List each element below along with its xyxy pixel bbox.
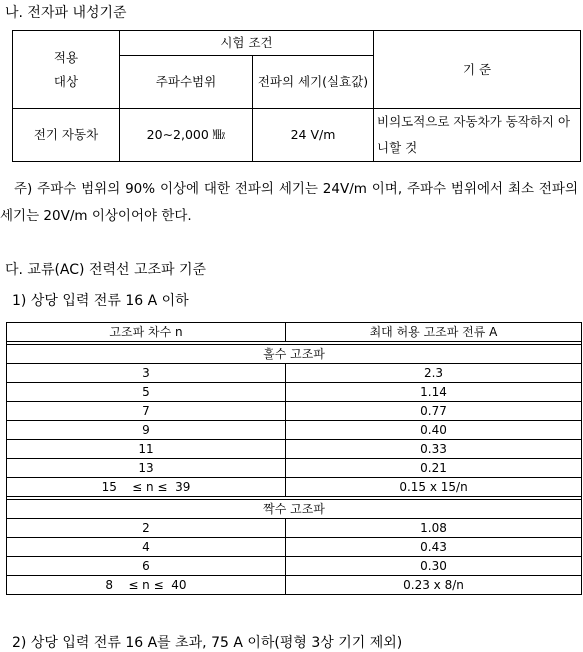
even-harmonics-label: 짝수 고조파 xyxy=(7,500,582,519)
header-field-strength: 전파의 세기(실효값) xyxy=(253,56,374,109)
table-row-order: 6 xyxy=(7,557,286,576)
table-row-current: 0.21 xyxy=(286,459,582,478)
table-row-order: 7 xyxy=(7,402,286,421)
header-max-current: 최대 허용 고조파 전류 A xyxy=(286,323,582,342)
table-row-order: 4 xyxy=(7,538,286,557)
table-row-current: 1.14 xyxy=(286,383,582,402)
table-row-current: 0.43 xyxy=(286,538,582,557)
table-row-current: 0.15 x 15/n xyxy=(286,478,582,497)
table-row-order: 8 ≤ n ≤ 40 xyxy=(7,576,286,595)
note-text: 주) 주파수 범위의 90% 이상에 대한 전파의 세기는 24V/m 이며, 주파수 범위에서 최소 전파의 세기는 20V/m 이상이어야 한다. xyxy=(0,181,578,224)
harmonic-table xyxy=(6,322,582,595)
table-row-order: 15 ≤ n ≤ 39 xyxy=(7,478,286,497)
table-row-current: 0.23 x 8/n xyxy=(286,576,582,595)
table-row-current: 0.33 xyxy=(286,440,582,459)
subsection-2: 2) 상당 입력 전류 16 A를 초과, 75 A 이하(평형 3상 기기 제외) xyxy=(12,635,403,651)
emi-immunity-table xyxy=(12,30,581,162)
table-row-current: 0.77 xyxy=(286,402,582,421)
table-row-order: 11 xyxy=(7,440,286,459)
table-row-current: 0.30 xyxy=(286,557,582,576)
table-row-order: 2 xyxy=(7,519,286,538)
table-row-current: 0.40 xyxy=(286,421,582,440)
table-row-current: 2.3 xyxy=(286,364,582,383)
table-row-current: 1.08 xyxy=(286,519,582,538)
row-strength: 24 V/m xyxy=(253,109,374,162)
header-harmonic-order: 고조파 차수 n xyxy=(7,323,286,342)
row-criteria: 비의도적으로 자동차가 동작하지 아니할 것 xyxy=(374,109,581,162)
header-test-conditions: 시험 조건 xyxy=(120,31,374,56)
header-criteria: 기 준 xyxy=(374,31,581,109)
row-target: 전기 자동차 xyxy=(13,109,120,162)
table-row-order: 3 xyxy=(7,364,286,383)
section-heading-harmonic: 다. 교류(AC) 전력선 고조파 기준 xyxy=(5,262,207,278)
odd-harmonics-label: 홀수 고조파 xyxy=(7,345,582,364)
header-target-line2: 대상 xyxy=(53,73,79,89)
table-row-order: 9 xyxy=(7,421,286,440)
header-frequency-range: 주파수범위 xyxy=(120,56,253,109)
header-target xyxy=(13,31,120,109)
section-heading-emi: 나. 전자파 내성기준 xyxy=(5,5,127,21)
table-row-order: 13 xyxy=(7,459,286,478)
table-row-order: 5 xyxy=(7,383,286,402)
subsection-1: 1) 상당 입력 전류 16 A 이하 xyxy=(12,293,189,309)
header-target-line1: 적용 xyxy=(53,49,79,65)
row-frequency: 20∼2,000 ㎒ xyxy=(120,109,253,162)
